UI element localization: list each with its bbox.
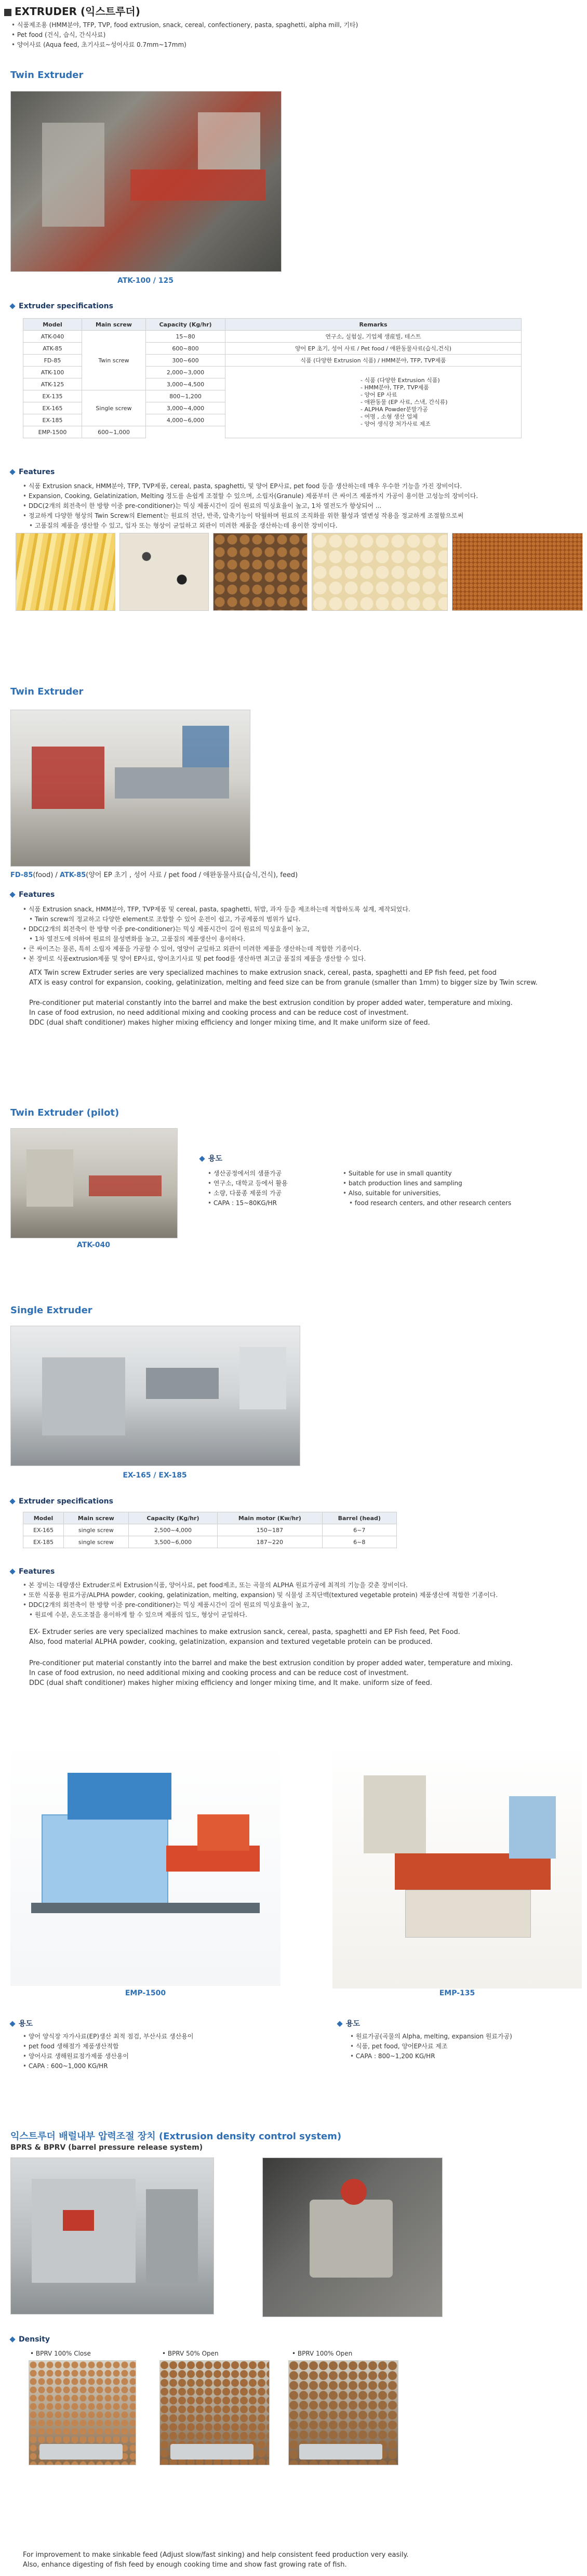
section-title-bprs: 익스트루더 배럴내부 압력조절 장치 (Extrusion density control system) bbox=[10, 2131, 342, 2142]
list-item: • 생산공정에서의 샘플가공 bbox=[208, 1169, 343, 1179]
features-list-single bbox=[23, 1580, 573, 1620]
density-label-open: • BPRV 100% Open bbox=[292, 2350, 353, 2357]
table-cell: 연구소, 실험실, 기업체 생産빌, 테스트 bbox=[225, 331, 522, 343]
usage-title-emp-2: 용도 bbox=[338, 2018, 360, 2029]
atk-040-photo bbox=[10, 1128, 178, 1238]
table-header: Model bbox=[23, 1512, 64, 1524]
list-item: • 식품 Extrusion snack, HMM분야, TFP, TVP제품, cereal, pasta, spaghetti, 및 양어 EP사료, pet food 등을 생산하는데 매우 우수한 기능을 가진 장비이다. bbox=[23, 481, 573, 491]
table-cell: 150~187 bbox=[218, 1524, 322, 1536]
table-cell: 3,500~6,000 bbox=[128, 1536, 218, 1548]
pet-food-thumbnail bbox=[213, 533, 308, 611]
table-header: Capacity (Kg/hr) bbox=[128, 1512, 218, 1524]
twin2-caption: FD-85(food) / ATK-85(양어 EP 초기 , 성어 사료 / pet food / 애완동물사료(습식,건식), feed) bbox=[10, 871, 298, 879]
table-cell: 6~7 bbox=[322, 1524, 396, 1536]
table-cell: 6~8 bbox=[322, 1536, 396, 1548]
diamond-bullet-icon bbox=[9, 1498, 15, 1504]
section-title-single: Single Extruder bbox=[10, 1305, 92, 1316]
density-title: Density bbox=[10, 2335, 50, 2344]
list-item: • Suitable for use in small quantity bbox=[343, 1169, 582, 1179]
density-label-close: • BPRV 100% Close bbox=[30, 2350, 91, 2357]
table-cell: EX-185 bbox=[23, 1536, 64, 1548]
table-header: Main screw bbox=[64, 1512, 129, 1524]
diamond-bullet-icon bbox=[337, 2021, 342, 2026]
photo-caption: EMP-135 bbox=[439, 1989, 475, 1997]
emp-1500-photo bbox=[10, 1742, 281, 1986]
table-cell: 3,000~4,000 bbox=[146, 402, 225, 414]
single-spec-table bbox=[23, 1512, 397, 1548]
pasta-thumbnail bbox=[16, 533, 115, 611]
table-header-row bbox=[23, 1512, 397, 1524]
diamond-bullet-icon bbox=[9, 892, 15, 897]
ex-165-photo bbox=[10, 1326, 300, 1466]
usage-list-emp-left bbox=[23, 2032, 303, 2071]
list-item: • 정교하게 다양한 형상의 Twin Screw의 Element는 원료의 전단, 반죽, 압축기능이 탁월하며 원료의 조직화를 위한 활성과 열변성 작용을 정교하게 조절함으로써 bbox=[23, 511, 573, 521]
twin2-paragraph: ATX Twin screw Extruder series are very specialized machines to make extrusion snack, cereal, pasta, spaghetti and EP fish feed, pet food ATX is easy control for expansion, cooking, gelatinization, melting and feed size can be from granule (smaller than 1mm) to bigger size by Twin screw. bbox=[29, 969, 538, 987]
table-cell: 2,500~4,000 bbox=[128, 1524, 218, 1536]
list-item: • 식품제조용 (HMM분야, TFP, TVP, food extrusion, snack, cereal, confectionery, pasta, spaghetti, alpha mill, 기타) bbox=[11, 20, 576, 30]
table-cell-remarks: - 식품 (다양한 Extrusion 식품) - HMM분야, TFP, TVP제품 - 양어 EP 사료 - 애완동물 (EP 사료, 스낵, 간식류) - ALPHA Powder분말가공 - 여명 , 소형 생산 업체 - 양어 생식장 처가사료 제조 bbox=[225, 367, 522, 438]
table-header-row bbox=[23, 319, 522, 331]
table-cell: ATK-85 bbox=[23, 343, 82, 355]
list-item: • 1차 열전도에 의하여 원료의 물성변화를 높고, 고품질의 제품생산이 용이하다. bbox=[23, 934, 573, 944]
list-item: • 연구소, 대학교 등에서 활용 bbox=[208, 1179, 343, 1188]
diamond-bullet-icon bbox=[9, 2021, 15, 2026]
photo-caption: ATK-100 / 125 bbox=[117, 277, 174, 285]
usage-title: 용도 bbox=[200, 1153, 222, 1163]
list-item: • 식품 Extrusion snack, HMM분야, TFP, TVP제품 및 cereal, pasta, spaghetti, 튀밥, 과자 등을 제조하는데 적합하도록 설계, 제작되었다. bbox=[23, 905, 573, 914]
bprs-subtitle: BPRS & BPRV (barrel pressure release system) bbox=[10, 2143, 203, 2152]
section-title-twin-extruder: Twin Extruder bbox=[10, 70, 84, 81]
bprs-machine-photo bbox=[10, 2157, 214, 2315]
fd-85-photo bbox=[10, 710, 250, 867]
specs-title-single: Extruder specifications bbox=[10, 1497, 113, 1506]
list-item: • 소량, 다품종 제품의 가공 bbox=[208, 1188, 343, 1198]
single-paragraph-2: Pre-conditioner put material constantly into the barrel and make the best extrusion condition by proper added water, temperature and mixing. In case of food extrusion, no need additional mixing and cooking process and can be reduce cost of investment. DDC (dual shaft conditioner) makes higher mixing efficiency and longer mixing time, and It make. uniform size of feed. bbox=[29, 1659, 513, 1687]
table-header: Model bbox=[23, 319, 82, 331]
photo-caption: ATK-040 bbox=[77, 1241, 110, 1249]
features-list-2 bbox=[23, 905, 573, 964]
density-label-50: • BPRV 50% Open bbox=[162, 2350, 219, 2357]
list-item: • 원료가공(곡물의 Alpha, melting, expansion 원료가공) bbox=[350, 2032, 579, 2042]
table-cell: 15~80 bbox=[146, 331, 225, 343]
table-cell: 양어 EP 초기, 성어 사료 / Pet food / 애완동물사료(습식,건식) bbox=[225, 343, 522, 355]
list-item: • 고품질의 제품을 생산할 수 있고, 입자 또는 형상이 균일하고 외관이 미려한 제품을 생산하는데 용이한 장비이다. bbox=[23, 521, 573, 531]
photo-caption: EX-165 / EX-185 bbox=[123, 1471, 187, 1480]
list-item: • 원료에 수분, 온도조절을 용이하게 할 수 있으며 제품의 입도, 형상이 균일하다. bbox=[23, 1610, 573, 1620]
usage-list-en bbox=[343, 1169, 582, 1208]
diamond-bullet-icon bbox=[9, 469, 15, 475]
list-item: • CAPA : 15~80KG/HR bbox=[208, 1198, 343, 1208]
list-item: • 양어사료 (Aqua feed, 초기사료~성어사료 0.7mm~17mm) bbox=[11, 40, 576, 50]
specs-title: Extruder specifications bbox=[10, 302, 113, 310]
emp-135-photo bbox=[332, 1744, 582, 1989]
table-cell: 식품 (다양한 Extrusion 식품) / HMM분야, TFP, TVP제품 bbox=[225, 355, 522, 367]
list-item: • DDC(2개의 회전축이 한 방향 이중 pre-conditioner)는 믹싱 제품시간이 길어 원료의 믹싱효율이 높고, bbox=[23, 924, 573, 934]
list-item: • Also, suitable for universities, bbox=[343, 1188, 582, 1198]
section-title-pilot: Twin Extruder (pilot) bbox=[10, 1107, 119, 1118]
list-item: • 양어사료 생해원료점가제품 생산용이 bbox=[23, 2051, 303, 2061]
table-cell: ATK-040 bbox=[23, 331, 82, 343]
list-item: • Pet food (건식, 습식, 간식사료) bbox=[11, 30, 576, 40]
section-title-twin-extruder-2: Twin Extruder bbox=[10, 686, 84, 697]
list-item: • DDC(2개의 회전축이 한 방향 이중 pre-conditioner)는 믹싱 제품시간이 길어 원료의 믹싱효율이 높고, 1차 열전도가 향상되어 ... bbox=[23, 501, 573, 511]
list-item: • food research centers, and other research centers bbox=[343, 1198, 582, 1208]
features-title-single: Features bbox=[10, 1567, 55, 1576]
list-item: • pet food 생해점가 제품생산적합 bbox=[23, 2042, 303, 2051]
table-cell: EX-185 bbox=[23, 414, 82, 426]
twin2-paragraph-2: Pre-conditioner put material constantly into the barrel and make the best extrusion condition by proper added water, temperature and mixing. In case of food extrusion, no need additional mixing and cooking process and can be reduce cost of investment. DDC (dual shaft conditioner) makes higher mixing efficiency and longer mixing time, and It make uniform size of feed. bbox=[29, 999, 513, 1027]
table-cell: EX-135 bbox=[23, 390, 82, 402]
table-header: Capacity (Kg/hr) bbox=[146, 319, 225, 331]
table-cell: 4,000~6,000 bbox=[146, 414, 225, 426]
table-cell: EX-165 bbox=[23, 402, 82, 414]
list-item: • Twin screw의 정교하고 다양한 element로 조합할 수 있어 운전이 쉽고, 가공제품의 범위가 넓다. bbox=[23, 914, 573, 924]
table-cell: Twin screw bbox=[82, 331, 146, 390]
usage-list-emp-right bbox=[350, 2032, 579, 2061]
table-cell: 187~220 bbox=[218, 1536, 322, 1548]
list-item: • 큰 싸이즈는 물론, 특히 소립자 제품을 가공할 수 있어, 영양이 균일하고 외관이 미려한 제품을 생산하는데 적합한 기종이다. bbox=[23, 944, 573, 954]
table-row bbox=[23, 331, 522, 343]
diamond-bullet-icon bbox=[199, 1156, 205, 1161]
table-cell: ATK-100 bbox=[23, 367, 82, 378]
usage-title-emp: 용도 bbox=[10, 2018, 33, 2029]
table-cell: 600~800 bbox=[146, 343, 225, 355]
title-square-icon bbox=[4, 9, 11, 16]
diamond-bullet-icon bbox=[9, 2336, 15, 2342]
list-item: • Expansion, Cooking, Gelatinization, Melting 정도를 손쉽게 조절할 수 있으며, 소립자(Granule) 제품부터 큰 싸이즈 제품까지 가공이 용이한 고성능의 장비이다. bbox=[23, 491, 573, 501]
diamond-bullet-icon bbox=[9, 1568, 15, 1574]
features-title-2: Features bbox=[10, 891, 55, 899]
list-item: • 본 장비로 식품extrusion제품 및 양어 EP사료, 양어초기사료 및 pet food를 생산하면 최고급 품질의 제품을 생산할 수 있다. bbox=[23, 954, 573, 964]
header-bullets bbox=[11, 20, 576, 50]
table-cell: EX-165 bbox=[23, 1524, 64, 1536]
table-cell: EMP-1500 bbox=[23, 426, 82, 438]
usage-list-ko bbox=[208, 1169, 343, 1208]
photo-caption: EMP-1500 bbox=[125, 1989, 166, 1997]
table-cell: FD-85 bbox=[23, 355, 82, 367]
features-title: Features bbox=[10, 468, 55, 476]
table-cell: single screw bbox=[64, 1524, 129, 1536]
list-item: • 또한 식품용 원료가공/ALPHA powder, cooking, gelatinization, melting, expansion) 및 식물성 조직단백(textured vegetable protein) 제품생산에 적합한 기종이다. bbox=[23, 1590, 573, 1600]
table-header: Main screw bbox=[82, 319, 146, 331]
snack-thumbnail bbox=[119, 533, 209, 611]
table-cell: ATK-125 bbox=[23, 378, 82, 390]
page-title: EXTRUDER (익스트루더) bbox=[4, 3, 576, 18]
table-header: Remarks bbox=[225, 319, 522, 331]
table-cell: 300~600 bbox=[146, 355, 225, 367]
table-cell: single screw bbox=[64, 1536, 129, 1548]
list-item: • 식품, pet food, 양어EP사료 제조 bbox=[350, 2042, 579, 2051]
atk-100-photo bbox=[10, 91, 282, 272]
diamond-bullet-icon bbox=[9, 303, 15, 309]
table-cell: 2,000~3,000 bbox=[146, 367, 225, 378]
list-item: • 양어 양식장 자가사료(EP)생산 최적 점검, 부산사료 생산용이 bbox=[23, 2032, 303, 2042]
list-item: • CAPA : 800~1,200 KG/HR bbox=[350, 2051, 579, 2061]
density-close-photo bbox=[29, 2360, 136, 2465]
density-open-photo bbox=[288, 2360, 398, 2465]
page-header bbox=[4, 3, 576, 50]
table-cell: Single screw bbox=[82, 390, 146, 426]
features-list bbox=[23, 481, 573, 531]
list-item: • CAPA : 600~1,000 KG/HR bbox=[23, 2061, 303, 2071]
fish-feed-thumbnail bbox=[452, 533, 583, 611]
table-row bbox=[23, 1536, 397, 1548]
twin-spec-table bbox=[23, 318, 522, 438]
table-header: Barrel (head) bbox=[322, 1512, 396, 1524]
single-paragraph: EX- Extruder series are very specialized machines to make extrusion sanck, cereal, pasta, spaghetti and EP Fish feed, Pet Food. Also, food material ALPHA powder, cooking, gelatinization, expansion and textured vegetable protein can be produced. bbox=[29, 1628, 460, 1646]
bprv-valve-photo bbox=[262, 2157, 443, 2317]
bprs-footer-text: For improvement to make sinkable feed (Adjust slow/fast sinking) and help consistent feed production very easily. Also, enhance digesting of fish feed by enough cooking time and show fast growing rate of fish. bbox=[23, 2551, 409, 2569]
list-item: • batch production lines and sampling bbox=[343, 1179, 582, 1188]
list-item: • 본 장비는 대량생산 Extruder로써 Extrusion식품, 양어사료, pet food제조, 또는 곡물의 ALPHA 원료가공에 최적의 기능을 갖춘 장비이다. bbox=[23, 1580, 573, 1590]
table-row bbox=[23, 1524, 397, 1536]
feed-pellets-thumbnail bbox=[312, 533, 448, 611]
density-50-photo bbox=[159, 2360, 270, 2465]
table-cell: 3,000~4,500 bbox=[146, 378, 225, 390]
table-cell: 800~1,200 bbox=[146, 390, 225, 402]
list-item: • DDC(2개의 회전축이 한 방향 이중 pre-conditioner)는 믹싱 제품시간이 길어 원료의 믹싱효율이 높고, bbox=[23, 1600, 573, 1610]
table-header: Main motor (Kw/hr) bbox=[218, 1512, 322, 1524]
table-cell: 600~1,000 bbox=[82, 426, 146, 438]
